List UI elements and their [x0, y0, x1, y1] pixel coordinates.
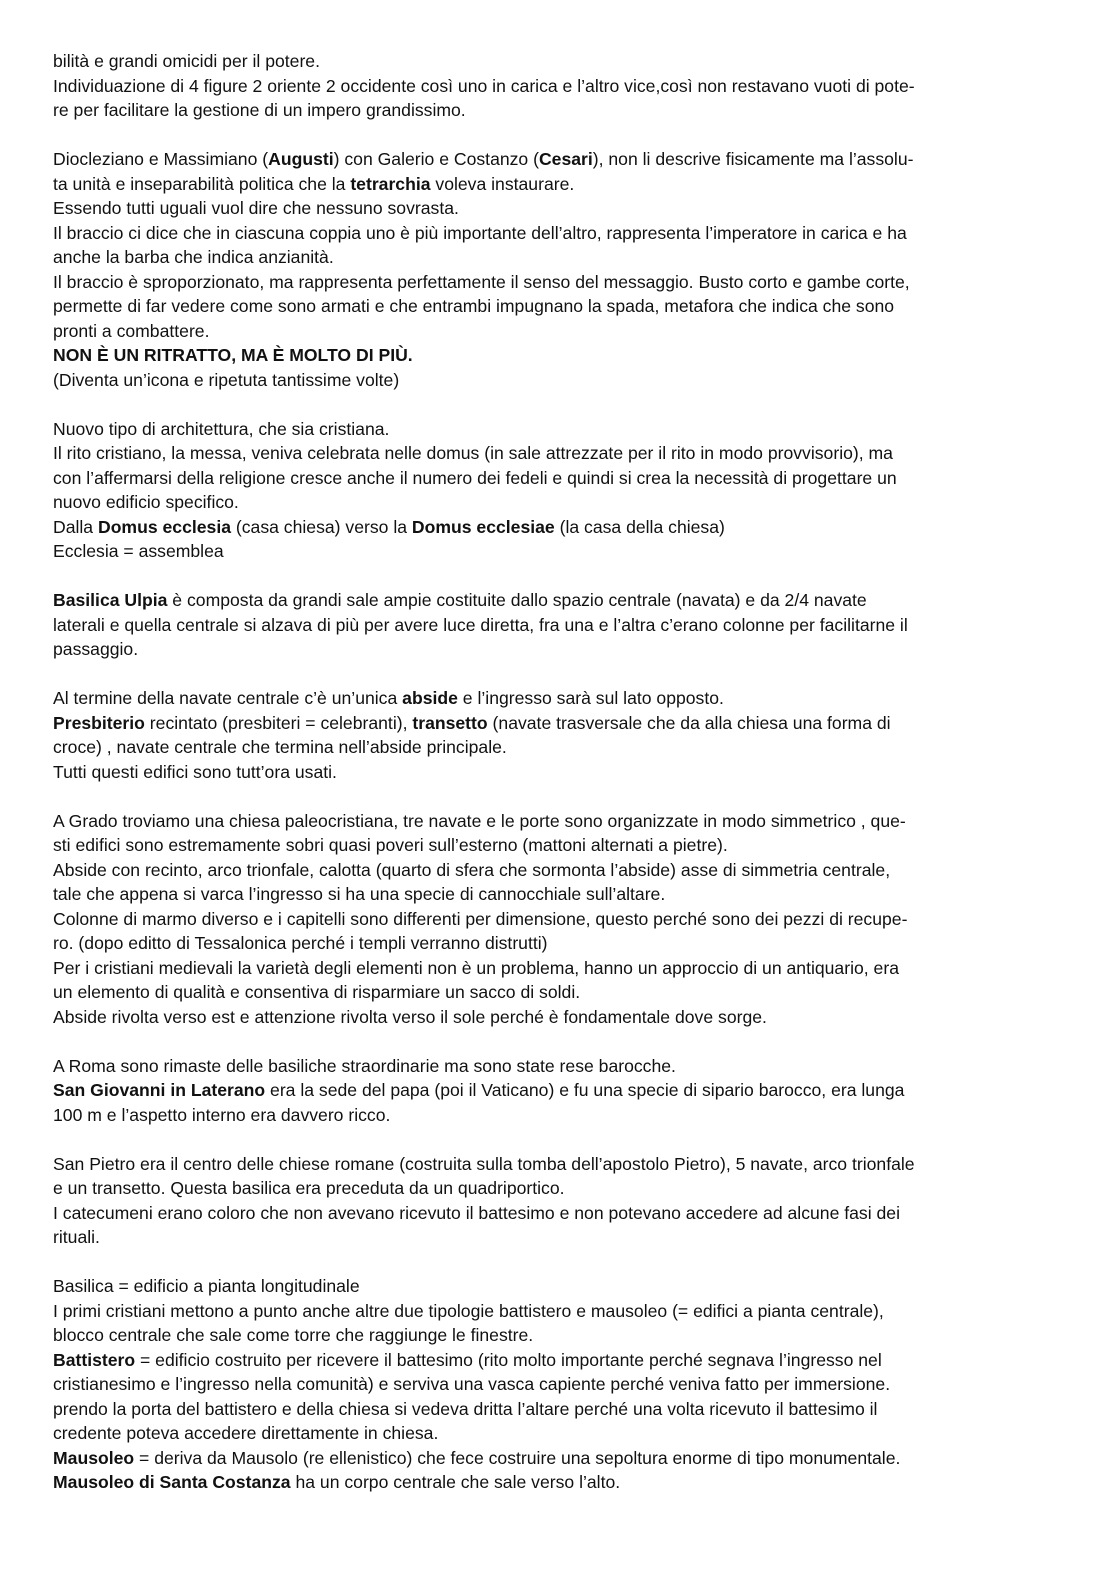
text-line — [53, 711, 1065, 736]
text-run: I primi cristiani mettono a punto anche altre due tipologie battistero e mausoleo (= edifici a pianta centrale), — [53, 1300, 884, 1321]
text-run: era la sede del papa (poi il Vaticano) e fu una specie di sipario barocco, era lunga — [265, 1080, 905, 1100]
text-run: = edificio costruito per ricevere il battesimo (rito molto importante perché segnava l’ingresso nel — [135, 1349, 882, 1370]
text-line — [53, 343, 1065, 368]
bold-term: Presbiterio — [53, 712, 145, 733]
paragraph — [53, 686, 1065, 784]
text-run: Basilica = edificio a pianta longitudinale — [53, 1276, 360, 1296]
text-run: voleva instaurare. — [430, 173, 575, 194]
text-run: Individuazione di 4 figure 2 oriente 2 occidente così uno in carica e l’altro vice,così non restavano vuoti di pote- — [53, 75, 915, 96]
text-line — [53, 1470, 1065, 1495]
text-line — [53, 956, 1065, 981]
text-line — [53, 1201, 1065, 1226]
bold-term: NON È UN RITRATTO, MA È MOLTO DI PIÙ. — [53, 345, 413, 365]
text-line — [53, 172, 1065, 197]
text-run: Tutti questi edifici sono tutt’ora usati. — [53, 761, 337, 782]
text-run: Abside rivolta verso est e attenzione rivolta verso il sole perché è fondamentale dove sorge. — [53, 1006, 767, 1027]
text-run: San Pietro era il centro delle chiese romane (costruita sulla tomba dell’apostolo Pietro), 5 navate, arco trionfale — [53, 1153, 915, 1174]
text-run: bilità e grandi omicidi per il potere. — [53, 51, 320, 71]
text-run: Diocleziano e Massimiano ( — [53, 149, 269, 169]
bold-term: abside — [402, 688, 458, 708]
text-line — [53, 1397, 1065, 1422]
bold-term: San Giovanni in Laterano — [53, 1080, 266, 1100]
text-line — [53, 980, 1065, 1005]
text-line — [53, 490, 1065, 515]
text-run: un elemento di qualità e consentiva di risparmiare un sacco di soldi. — [53, 982, 581, 1002]
text-line — [53, 735, 1065, 760]
text-run: Abside con recinto, arco trionfale, calotta (quarto di sfera che sormonta l’abside) asse di simmetria centrale, — [53, 859, 891, 880]
paragraph — [53, 147, 1065, 392]
text-line — [53, 588, 1065, 613]
text-run: A Roma sono rimaste delle basiliche straordinarie ma sono state rese barocche. — [53, 1055, 676, 1076]
text-line — [53, 1225, 1065, 1250]
text-run: prendo la porta del battistero e della chiesa si vedeva dritta l’altare perché una volta ricevuto il battesimo il — [53, 1398, 878, 1419]
text-line — [53, 270, 1065, 295]
text-run: Nuovo tipo di architettura, che sia cristiana. — [53, 418, 390, 439]
text-line — [53, 147, 1065, 172]
text-line — [53, 613, 1065, 638]
text-line — [53, 417, 1065, 442]
paragraph — [53, 49, 1065, 123]
text-line — [53, 98, 1065, 123]
bold-term: Basilica Ulpia — [53, 590, 168, 610]
text-line — [53, 637, 1065, 662]
text-line — [53, 1372, 1065, 1397]
text-line — [53, 907, 1065, 932]
text-run: anche la barba che indica anzianità. — [53, 247, 334, 267]
paragraph — [53, 1152, 1065, 1250]
paragraph — [53, 1274, 1065, 1495]
text-line — [53, 368, 1065, 393]
text-line — [53, 1152, 1065, 1177]
bold-term: Domus ecclesiae — [411, 516, 555, 537]
bold-term: Cesari — [538, 149, 593, 169]
text-line — [53, 1421, 1065, 1446]
text-run: 100 m e l’aspetto interno era davvero ricco. — [53, 1104, 391, 1125]
text-line — [53, 1274, 1065, 1299]
text-line — [53, 882, 1065, 907]
text-run: = deriva da Mausolo (re ellenistico) che fece costruire una sepoltura enorme di tipo monumentale. — [134, 1447, 901, 1468]
text-run: Il rito cristiano, la messa, veniva celebrata nelle domus (in sale attrezzate per il rito in modo provvisorio), ma — [53, 443, 893, 463]
paragraph — [53, 417, 1065, 564]
bold-term: transetto — [412, 712, 488, 733]
text-run: recintato (presbiteri = celebranti), — [144, 712, 413, 733]
text-run: ro. (dopo editto di Tessalonica perché i templi verranno distrutti) — [53, 933, 548, 953]
paragraph — [53, 1054, 1065, 1128]
text-run: Colonne di marmo diverso e i capitelli sono differenti per dimensione, questo perché sono dei pezzi di recupe- — [53, 908, 908, 929]
text-line — [53, 1078, 1065, 1103]
text-run: cristianesimo e l’ingresso nella comunità) e serviva una vasca capiente perché veniva fatto per immersione. — [53, 1374, 891, 1394]
text-line — [53, 833, 1065, 858]
text-run: croce) , navate centrale che termina nell’abside principale. — [53, 737, 507, 757]
text-run: permette di far vedere come sono armati e che entrambi impugnano la spada, metafora che indica che sono — [53, 296, 895, 316]
text-run: è composta da grandi sale ampie costituite dallo spazio centrale (navata) e da 2/4 navate — [167, 590, 867, 610]
text-run: tale che appena si varca l’ingresso si ha una specie di cannocchiale sull’altare. — [53, 884, 666, 904]
text-run: (Diventa un’icona e ripetuta tantissime volte) — [53, 369, 400, 390]
bold-term: Augusti — [268, 149, 334, 169]
text-run: pronti a combattere. — [53, 320, 210, 341]
text-run: Per i cristiani medievali la varietà degli elementi non è un problema, hanno un approccio di un antiquario, era — [53, 957, 899, 978]
paragraph — [53, 809, 1065, 1030]
text-line — [53, 466, 1065, 491]
text-run: credente poteva accedere direttamente in chiesa. — [53, 1423, 439, 1443]
text-run: ) con Galerio e Costanzo ( — [333, 149, 539, 169]
text-run: re per facilitare la gestione di un impero grandissimo. — [53, 100, 466, 120]
text-line — [53, 294, 1065, 319]
text-line — [53, 686, 1065, 711]
text-run: rituali. — [53, 1227, 100, 1247]
text-line — [53, 1446, 1065, 1471]
text-line — [53, 221, 1065, 246]
text-line — [53, 539, 1065, 564]
text-run: Al termine della navate centrale c’è un’unica — [53, 688, 403, 708]
text-line — [53, 74, 1065, 99]
text-run: e un transetto. Questa basilica era preceduta da un quadriportico. — [53, 1178, 565, 1198]
text-run: sti edifici sono estremamente sobri quasi poveri sull’esterno (mattoni alternati a pietre). — [53, 835, 728, 855]
text-run: A Grado troviamo una chiesa paleocristiana, tre navate e le porte sono organizzate in modo simmetrico , que- — [53, 810, 906, 831]
text-line — [53, 1299, 1065, 1324]
text-run: Il braccio ci dice che in ciascuna coppia uno è più importante dell’altro, rappresenta l’imperatore in carica e ha — [53, 222, 907, 243]
bold-term: Mausoleo — [53, 1447, 135, 1468]
text-run: laterali e quella centrale si alzava di più per avere luce diretta, fra una e l’altra c’erano colonne per facilitarne il — [53, 614, 908, 635]
text-run: blocco centrale che sale come torre che raggiunge le finestre. — [53, 1325, 534, 1345]
paragraph — [53, 588, 1065, 662]
bold-term: Domus ecclesia — [97, 516, 231, 537]
text-line — [53, 1054, 1065, 1079]
text-run: ), non li descrive fisicamente ma l’assolu- — [592, 149, 914, 169]
text-line — [53, 441, 1065, 466]
text-run: ha un corpo centrale che sale verso l’alto. — [290, 1472, 621, 1492]
document-page — [53, 49, 1065, 1519]
text-line — [53, 515, 1065, 540]
text-run: Dalla — [53, 516, 98, 537]
text-line — [53, 1005, 1065, 1030]
text-run: Ecclesia = assemblea — [53, 541, 224, 561]
text-run: Essendo tutti uguali vuol dire che nessuno sovrasta. — [53, 198, 459, 218]
text-run: (navate trasversale che da alla chiesa una forma di — [487, 712, 891, 733]
text-line — [53, 1348, 1065, 1373]
text-run: con l’affermarsi della religione cresce anche il numero dei fedeli e quindi si crea la necessità di progettare un — [53, 467, 897, 488]
text-line — [53, 760, 1065, 785]
text-line — [53, 245, 1065, 270]
text-line — [53, 858, 1065, 883]
text-line — [53, 196, 1065, 221]
bold-term: Battistero — [53, 1349, 136, 1370]
text-line — [53, 1176, 1065, 1201]
text-line — [53, 931, 1065, 956]
text-run: I catecumeni erano coloro che non avevano ricevuto il battesimo e non potevano accedere ad alcune fasi dei — [53, 1202, 900, 1223]
text-run: nuovo edificio specifico. — [53, 492, 239, 512]
text-line — [53, 49, 1065, 74]
text-run: passaggio. — [53, 639, 139, 659]
text-line — [53, 809, 1065, 834]
text-run: (la casa della chiesa) — [554, 516, 725, 537]
text-line — [53, 1103, 1065, 1128]
text-line — [53, 1323, 1065, 1348]
text-run: e l’ingresso sarà sul lato opposto. — [457, 688, 724, 708]
bold-term: Mausoleo di Santa Costanza — [53, 1472, 291, 1492]
bold-term: tetrarchia — [350, 173, 431, 194]
text-run: (casa chiesa) verso la — [231, 516, 412, 537]
text-run: ta unità e inseparabilità politica che la — [53, 173, 351, 194]
text-line — [53, 319, 1065, 344]
text-run: Il braccio è sproporzionato, ma rappresenta perfettamente il senso del messaggio. Busto corto e gambe corte, — [53, 271, 910, 292]
